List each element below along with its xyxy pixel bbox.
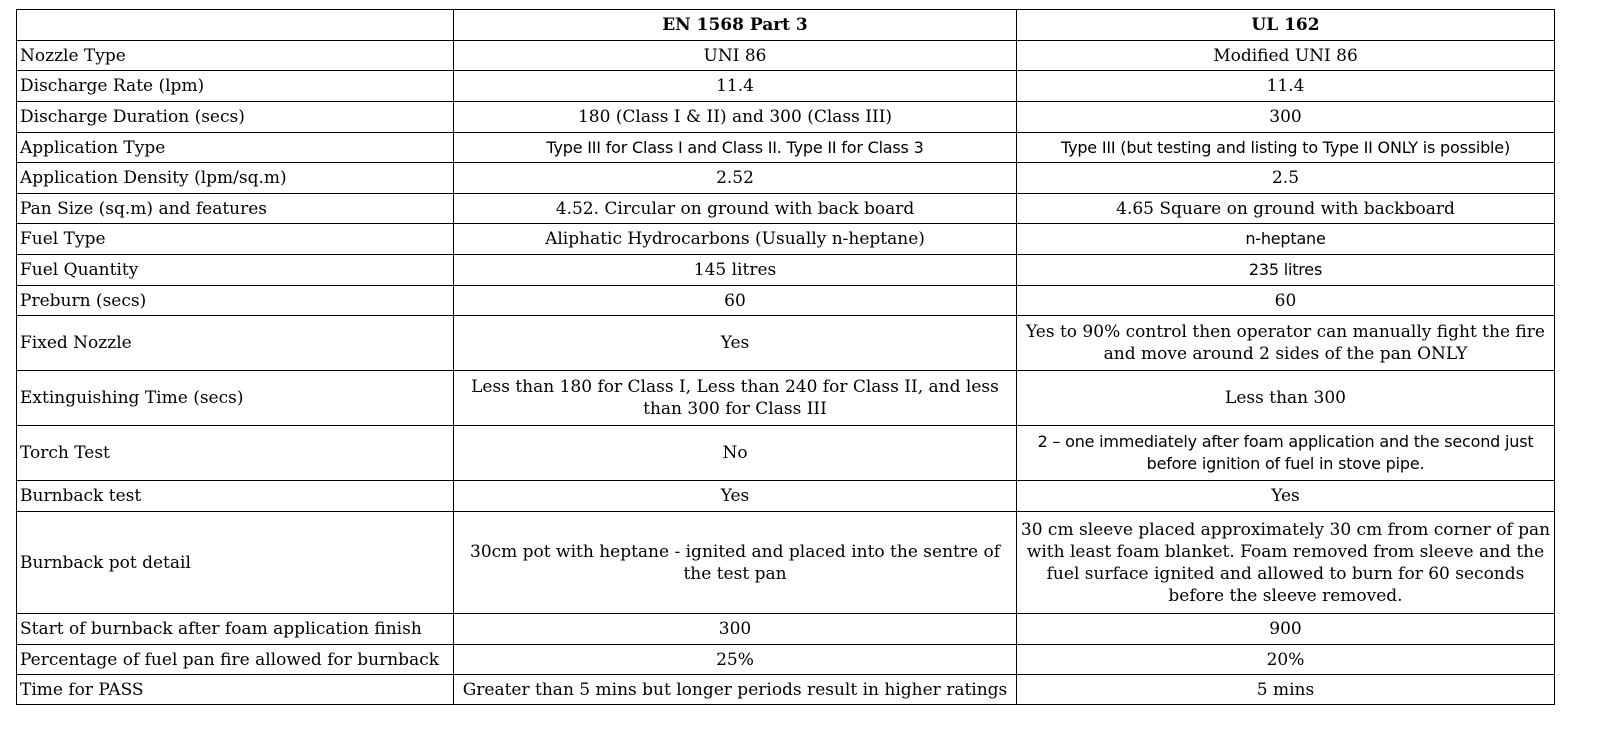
comparison-table xyxy=(16,9,1555,705)
row-label: Application Type xyxy=(17,133,454,163)
ul-value: 20% xyxy=(1017,645,1555,675)
ul-value: 5 mins xyxy=(1017,675,1555,705)
table-row xyxy=(17,71,1555,102)
row-label: Percentage of fuel pan fire allowed for burnback xyxy=(17,645,454,675)
en-value: No xyxy=(454,426,1017,481)
row-label: Fixed Nozzle xyxy=(17,316,454,371)
en-value: 2.52 xyxy=(454,163,1017,194)
table-row xyxy=(17,371,1555,426)
header-empty-cell xyxy=(17,10,454,41)
en-value: 4.52. Circular on ground with back board xyxy=(454,194,1017,224)
ul-value: Type III (but testing and listing to Type II ONLY is possible) xyxy=(1017,133,1555,163)
ul-value: Yes to 90% control then operator can manually fight the fire and move around 2 sides of the pan ONLY xyxy=(1017,316,1555,371)
en-value: Yes xyxy=(454,316,1017,371)
header-ul-162: UL 162 xyxy=(1017,10,1555,41)
row-label: Extinguishing Time (secs) xyxy=(17,371,454,426)
en-value: 145 litres xyxy=(454,255,1017,286)
table-row xyxy=(17,286,1555,316)
ul-value: 2 – one immediately after foam application and the second just before ignition of fuel in stove pipe. xyxy=(1017,426,1555,481)
header-row xyxy=(17,10,1555,41)
table-row xyxy=(17,614,1555,645)
en-value: 30cm pot with heptane - ignited and placed into the sentre of the test pan xyxy=(454,512,1017,614)
row-label: Application Density (lpm/sq.m) xyxy=(17,163,454,194)
row-label: Pan Size (sq.m) and features xyxy=(17,194,454,224)
row-label: Fuel Quantity xyxy=(17,255,454,286)
table-row xyxy=(17,316,1555,371)
en-value: Yes xyxy=(454,481,1017,512)
table-row xyxy=(17,194,1555,224)
table-row xyxy=(17,426,1555,481)
table-row xyxy=(17,255,1555,286)
table-row xyxy=(17,102,1555,133)
table-row xyxy=(17,133,1555,163)
table-row xyxy=(17,512,1555,614)
en-value: 25% xyxy=(454,645,1017,675)
row-label: Burnback pot detail xyxy=(17,512,454,614)
ul-value: 2.5 xyxy=(1017,163,1555,194)
ul-value: Yes xyxy=(1017,481,1555,512)
table-row xyxy=(17,645,1555,675)
ul-value: Less than 300 xyxy=(1017,371,1555,426)
ul-value: 900 xyxy=(1017,614,1555,645)
row-label: Start of burnback after foam application finish xyxy=(17,614,454,645)
row-label: Preburn (secs) xyxy=(17,286,454,316)
en-value: UNI 86 xyxy=(454,41,1017,71)
en-value: Type III for Class I and Class II. Type II for Class 3 xyxy=(454,133,1017,163)
en-value: 180 (Class I & II) and 300 (Class III) xyxy=(454,102,1017,133)
ul-value: 4.65 Square on ground with backboard xyxy=(1017,194,1555,224)
en-value: Aliphatic Hydrocarbons (Usually n-heptane) xyxy=(454,224,1017,255)
row-label: Torch Test xyxy=(17,426,454,481)
en-value: Less than 180 for Class I, Less than 240 for Class II, and less than 300 for Class III xyxy=(454,371,1017,426)
ul-value: 300 xyxy=(1017,102,1555,133)
row-label: Discharge Rate (lpm) xyxy=(17,71,454,102)
row-label: Time for PASS xyxy=(17,675,454,705)
table-row xyxy=(17,163,1555,194)
header-en-1568: EN 1568 Part 3 xyxy=(454,10,1017,41)
en-value: 300 xyxy=(454,614,1017,645)
ul-value: 11.4 xyxy=(1017,71,1555,102)
row-label: Discharge Duration (secs) xyxy=(17,102,454,133)
table-row xyxy=(17,224,1555,255)
ul-value: 235 litres xyxy=(1017,255,1555,286)
ul-value: Modified UNI 86 xyxy=(1017,41,1555,71)
table-row xyxy=(17,41,1555,71)
row-label: Nozzle Type xyxy=(17,41,454,71)
en-value: 11.4 xyxy=(454,71,1017,102)
row-label: Fuel Type xyxy=(17,224,454,255)
en-value: Greater than 5 mins but longer periods result in higher ratings xyxy=(454,675,1017,705)
row-label: Burnback test xyxy=(17,481,454,512)
table-row xyxy=(17,675,1555,705)
table-row xyxy=(17,481,1555,512)
ul-value: n-heptane xyxy=(1017,224,1555,255)
ul-value: 60 xyxy=(1017,286,1555,316)
ul-value: 30 cm sleeve placed approximately 30 cm from corner of pan with least foam blanket. Foam removed from sleeve and the fuel surface ignited and allowed to burn for 60 seconds before the sleeve removed. xyxy=(1017,512,1555,614)
en-value: 60 xyxy=(454,286,1017,316)
